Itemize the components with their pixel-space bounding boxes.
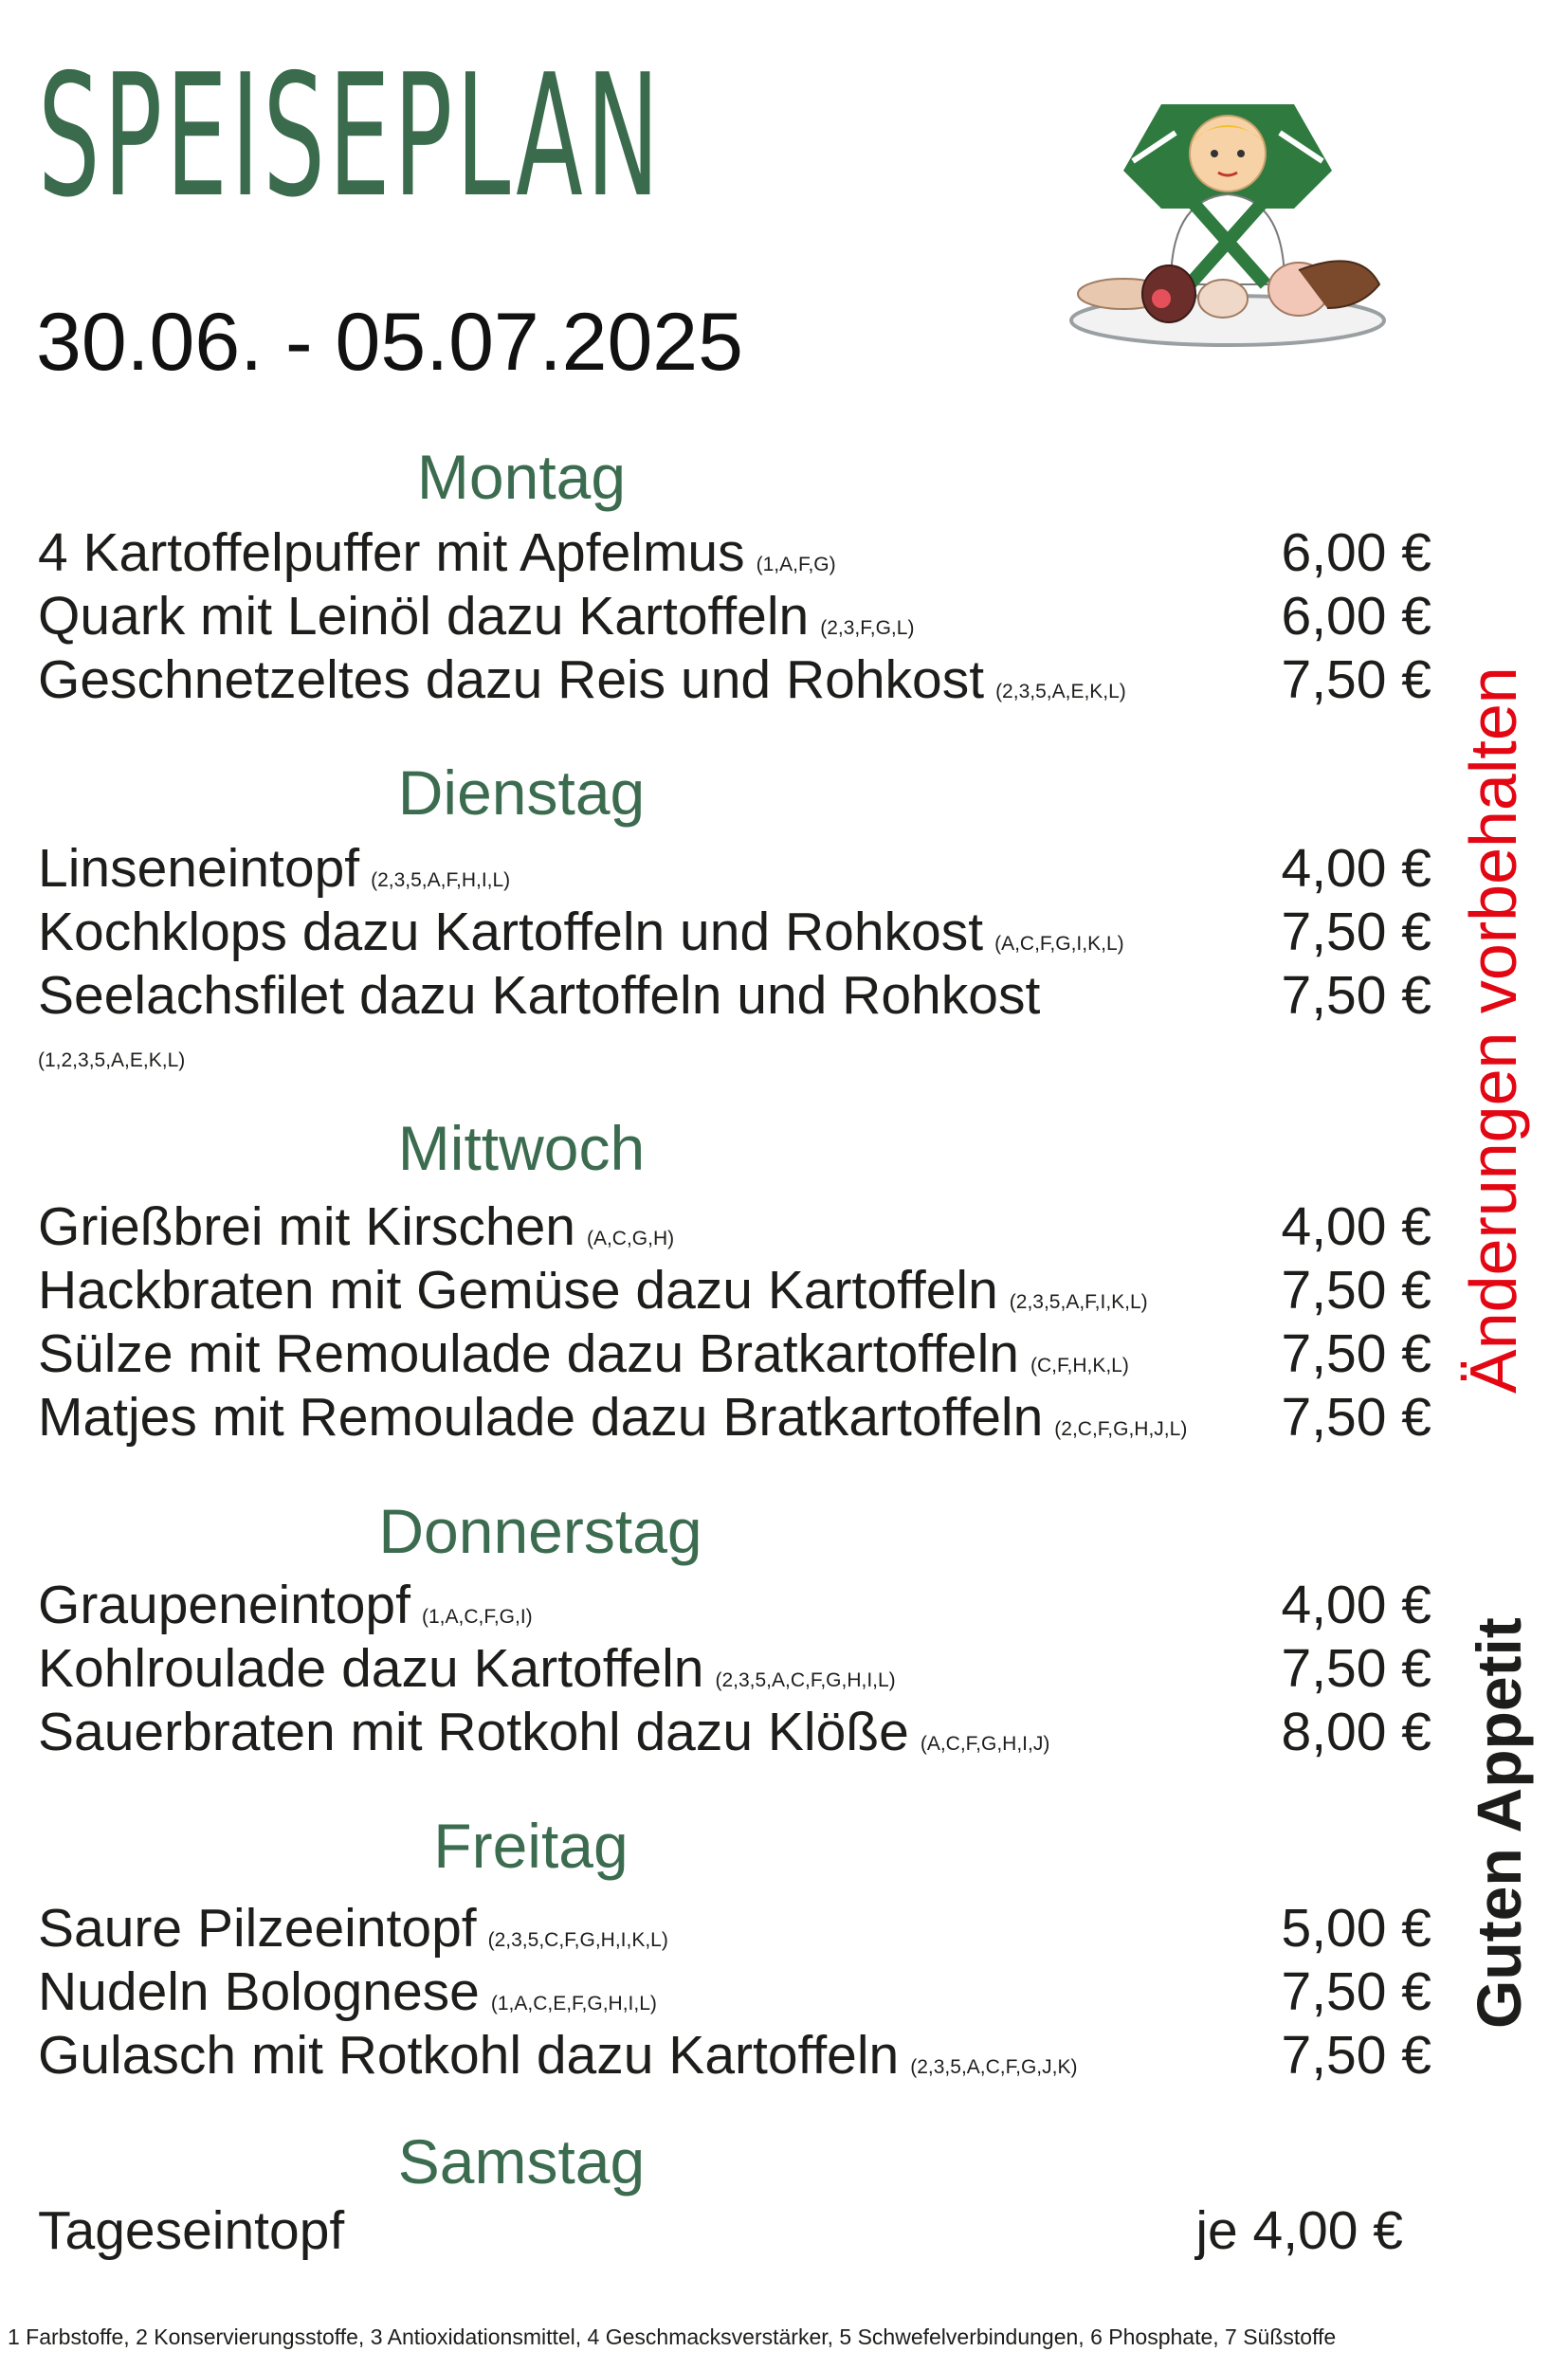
day-heading-freitag: Freitag: [433, 1811, 629, 1881]
dish-name: Nudeln Bolognese: [38, 1961, 480, 2022]
allergen-codes: (2,3,5,A,C,F,G,H,I,L): [715, 1669, 896, 1691]
changes-reserved-note: Änderungen vorbehalten: [1456, 666, 1530, 1394]
date-range: 30.06. - 05.07.2025: [36, 297, 743, 388]
menu-item: [38, 1323, 1431, 1394]
price: 7,50 €: [1281, 1961, 1431, 2022]
price: je 4,00 €: [1195, 2200, 1403, 2261]
price: 4,00 €: [1281, 1196, 1431, 1257]
menu-item: [38, 1387, 1431, 1457]
price: 5,00 €: [1281, 1898, 1431, 1959]
dish-name: Gulasch mit Rotkohl dazu Kartoffeln: [38, 2025, 900, 2086]
allergen-codes: (1,2,3,5,A,E,K,L): [38, 1049, 186, 1071]
dish-name: Linseneintopf: [38, 838, 360, 899]
day-heading-mittwoch: Mittwoch: [397, 1113, 646, 1183]
price: 7,50 €: [1281, 1323, 1431, 1384]
menu-item: [38, 522, 1431, 592]
dish-name: Sülze mit Remoulade dazu Bratkartoffeln: [38, 1323, 1019, 1384]
price: 7,50 €: [1281, 649, 1431, 710]
menu-item: [38, 649, 1431, 720]
allergen-codes: (2,C,F,G,H,J,L): [1054, 1418, 1188, 1440]
allergen-codes: (A,C,F,G,I,K,L): [994, 933, 1124, 955]
price: 7,50 €: [1281, 965, 1431, 1026]
day-heading-dienstag: Dienstag: [397, 757, 646, 828]
menu-item: [38, 965, 1431, 1035]
dish-name: Hackbraten mit Gemüse dazu Kartoffeln: [38, 1260, 998, 1321]
page-title: SPEISEPLAN: [38, 38, 664, 234]
dish-name: Geschnetzeltes dazu Reis und Rohkost: [38, 649, 985, 710]
allergen-codes: (1,A,C,F,G,I): [421, 1606, 533, 1628]
allergen-codes: (2,3,F,G,L): [820, 617, 915, 639]
day-heading-montag: Montag: [416, 442, 627, 512]
dish-name: Matjes mit Remoulade dazu Bratkartoffeln: [38, 1387, 1044, 1448]
dish-name: Tageseintopf: [38, 2200, 345, 2261]
allergen-codes: (C,F,H,K,L): [1030, 1355, 1129, 1376]
dish-name: 4 Kartoffelpuffer mit Apfelmus: [38, 522, 745, 583]
menu-item: [38, 902, 1431, 972]
additives-legend: 1 Farbstoffe, 2 Konservierungsstoffe, 3 Antioxidationsmittel, 4 Geschmacksverstärker, 5 Schwefelverbindungen, 6 Phosphate, 7 Süßstoffe: [8, 2324, 1337, 2349]
day-heading-samstag: Samstag: [397, 2126, 646, 2197]
allergen-codes: (1,A,F,G): [756, 554, 836, 575]
price: 8,00 €: [1281, 1702, 1431, 1762]
dish-name: Saure Pilzeeintopf: [38, 1898, 477, 1959]
price: 6,00 €: [1281, 586, 1431, 647]
day-heading-donnerstag: Donnerstag: [378, 1496, 702, 1566]
menu-item: [38, 838, 1431, 908]
dish-name: Graupeneintopf: [38, 1575, 410, 1635]
allergen-codes: (2,3,5,A,F,I,K,L): [1009, 1291, 1148, 1313]
allergen-codes: (2,3,5,C,F,G,H,I,K,L): [487, 1929, 668, 1951]
allergen-codes: (2,3,5,A,C,F,G,J,K): [910, 2056, 1078, 2078]
allergen-codes: (1,A,C,E,F,G,H,I,L): [490, 1993, 657, 2014]
menu-item: [38, 1575, 1431, 1645]
menu-item: [38, 1898, 1431, 1968]
menu-item: [38, 1196, 1431, 1267]
price: 4,00 €: [1281, 838, 1431, 899]
menu-item: [38, 2200, 1403, 2270]
menu-item: [38, 1260, 1431, 1330]
price: 7,50 €: [1281, 902, 1431, 962]
menu-item: [38, 586, 1431, 656]
allergen-codes: (2,3,5,A,E,K,L): [995, 681, 1126, 702]
dish-name: Seelachsfilet dazu Kartoffeln und Rohkost: [38, 965, 1041, 1026]
butcher-maid-logo: [1057, 95, 1398, 351]
allergen-codes: (2,3,5,A,F,H,I,L): [371, 869, 511, 891]
dish-name: Kohlroulade dazu Kartoffeln: [38, 1638, 704, 1699]
menu-item: [38, 1961, 1431, 2032]
price: 7,50 €: [1281, 1387, 1431, 1448]
allergen-codes: (A,C,G,H): [586, 1228, 675, 1249]
allergen-codes: (A,C,F,G,H,I,J): [920, 1733, 1050, 1755]
price: 6,00 €: [1281, 522, 1431, 583]
price: 7,50 €: [1281, 2025, 1431, 2086]
menu-item: [38, 1638, 1431, 1708]
price: 7,50 €: [1281, 1260, 1431, 1321]
dish-name: Grießbrei mit Kirschen: [38, 1196, 575, 1257]
guten-appetit-text: Guten Appetit: [1464, 1617, 1534, 2029]
dish-name: Quark mit Leinöl dazu Kartoffeln: [38, 586, 810, 647]
price: 4,00 €: [1281, 1575, 1431, 1635]
menu-item: [38, 2025, 1431, 2095]
price: 7,50 €: [1281, 1638, 1431, 1699]
dish-name: Sauerbraten mit Rotkohl dazu Klöße: [38, 1702, 909, 1762]
menu-item: [38, 1702, 1431, 1772]
dish-name: Kochklops dazu Kartoffeln und Rohkost: [38, 902, 984, 962]
